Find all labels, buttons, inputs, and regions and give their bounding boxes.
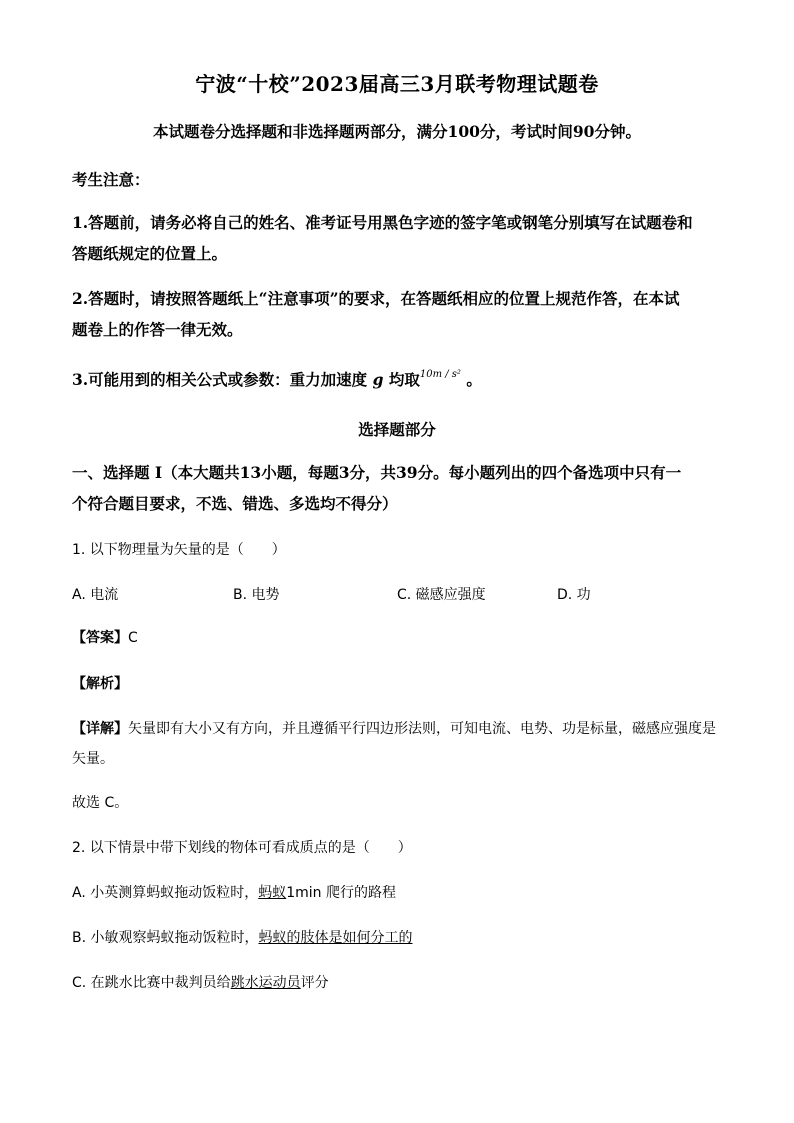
- notice-2-line-1: 2.答题时，请按照答题纸上“注意事项”的要求，在答题纸相应的位置上规范作答，在本试: [72, 289, 680, 308]
- option-c-suffix: 评分: [300, 975, 329, 991]
- analysis-label: 【解析】: [72, 676, 128, 692]
- gravity-unit: 10m / s²: [419, 369, 461, 380]
- notice-3: [72, 368, 722, 390]
- option-b-prefix: B. 小敏观察蚂蚁拖动饭粒时，: [72, 930, 259, 946]
- notice-heading: 考生注意：: [72, 170, 150, 189]
- question-1-option-a: A. 电流: [72, 587, 119, 603]
- detail-label: 【详解】: [72, 721, 128, 737]
- option-c-underlined: 跳水运动员: [230, 975, 301, 991]
- question-1-stem: 1. 以下物理量为矢量的是（ ）: [72, 542, 286, 558]
- option-b-underlined: 蚂蚁的肢体是如何分工的: [258, 930, 413, 946]
- option-c-prefix: C. 在跳水比赛中裁判员给: [72, 975, 231, 991]
- notice-3-prefix: 3.可能用到的相关公式或参数：重力加速度: [72, 370, 368, 389]
- exam-description: 本试题卷分选择题和非选择题两部分，满分100分，考试时间90分钟。: [153, 122, 641, 141]
- section-heading: 选择题部分: [358, 420, 436, 439]
- option-a-suffix: 1min 爬行的路程: [286, 885, 396, 901]
- question-2-option-c: [72, 972, 329, 992]
- question-2-option-a: [72, 882, 396, 902]
- answer-label: 【答案】: [72, 630, 128, 646]
- notice-1-line-1: 1.答题前，请务必将自己的姓名、准考证号用黑色字迹的签字笔或钢笔分别填写在试题卷和: [72, 213, 693, 232]
- notice-1-line-2: 答题纸规定的位置上。: [72, 244, 228, 263]
- question-1-option-c: C. 磁感应强度: [397, 587, 486, 603]
- part1-line-2: 个符合题目要求，不选、错选、多选均不得分）: [72, 494, 398, 513]
- part1-line-1: 一、选择题 I（本大题共13小题，每题3分，共39分。每小题列出的四个备选项中只有一: [72, 463, 682, 482]
- question-1-answer: [72, 627, 138, 647]
- question-1-option-d: D. 功: [557, 587, 591, 603]
- question-2-option-b: [72, 927, 413, 947]
- question-1-detail-line-1: [72, 718, 716, 738]
- notice-3-end: 。: [466, 370, 482, 389]
- question-2-stem: 2. 以下情景中带下划线的物体可看成质点的是（ ）: [72, 840, 412, 856]
- question-1-analysis: [72, 673, 128, 693]
- gravity-symbol: g: [372, 370, 384, 389]
- question-1-detail-line-2: 矢量。: [72, 751, 114, 767]
- answer-value: C: [128, 630, 138, 646]
- option-a-underlined: 蚂蚁: [258, 885, 287, 901]
- option-a-prefix: A. 小英测算蚂蚁拖动饭粒时，: [72, 885, 259, 901]
- question-1-option-b: B. 电势: [233, 587, 280, 603]
- notice-3-mid: 均取: [388, 370, 420, 389]
- notice-2-line-2: 题卷上的作答一律无效。: [72, 320, 243, 339]
- question-1-conclusion: 故选 C。: [72, 795, 129, 811]
- detail-text-1: 矢量即有大小又有方向，并且遵循平行四边形法则，可知电流、电势、功是标量，磁感应强度是: [128, 721, 716, 737]
- page-title: 宁波“十校”2023届高三3月联考物理试题卷: [195, 72, 599, 96]
